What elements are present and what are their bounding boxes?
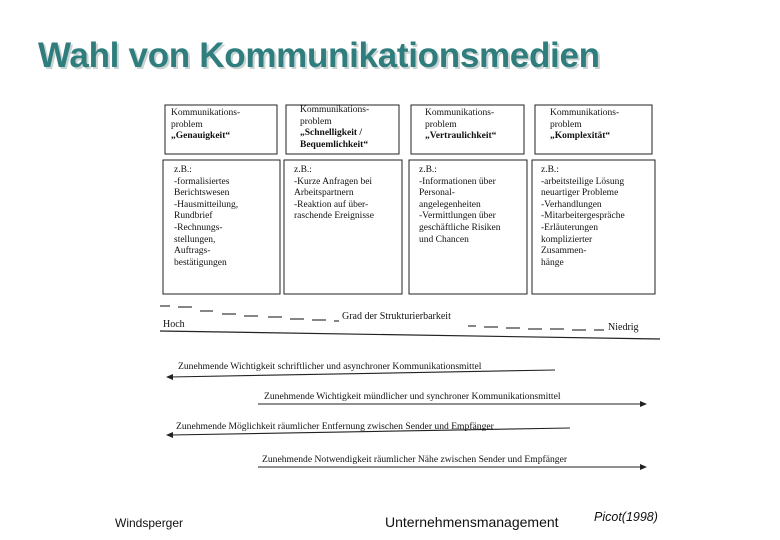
scale-low-label: Niedrig — [608, 322, 639, 333]
trend-text-3: Zunehmende Möglichkeit räumlicher Entfernung zwischen Sender und Empfänger — [176, 421, 494, 432]
problem-examples-4: z.B.: -arbeitsteilige Lösung neuartiger Probleme -Verhandlungen -Mitarbeitergespräche -Erläuterungen komplizierter Zusammen- hänge — [541, 165, 625, 268]
trend-arrowhead-1 — [166, 374, 173, 380]
footer-course: Unternehmensmanagement — [385, 514, 559, 530]
trend-text-1: Zunehmende Wichtigkeit schriftlicher und asynchroner Kommunikationsmittel — [178, 361, 482, 372]
trend-arrowhead-2 — [640, 401, 647, 407]
problem-keyword-1: „Genauigkeit“ — [171, 131, 231, 141]
problem-keyword-4: „Komplexität“ — [550, 131, 611, 141]
scale-label: Grad der Strukturierbarkeit — [342, 311, 451, 322]
problem-header-3: Kommunikations- problem „Vertraulichkeit“ — [425, 108, 497, 141]
footer-source: Picot(1998) — [594, 510, 658, 524]
trend-arrowhead-3 — [166, 432, 173, 438]
problem-header-4: Kommunikations- problem „Komplexität“ — [550, 108, 620, 141]
scale-high-label: Hoch — [163, 319, 185, 330]
problem-header-1: Kommunikations- problem „Genauigkeit“ — [171, 108, 241, 141]
trend-text-4: Zunehmende Notwendigkeit räumlicher Nähe zwischen Sender und Empfänger — [262, 454, 568, 465]
footer-author: Windsperger — [115, 516, 184, 530]
problem-header-2: Kommunikations- problem „Schnelligkeit / Bequemlichkeit“ — [300, 105, 370, 150]
problem-examples-3: z.B.: -Informationen über Personal- angelegenheiten -Vermittlungen über geschäftliche Risiken und Chancen — [419, 165, 501, 245]
trend-text-2: Zunehmende Wichtigkeit mündlicher und synchroner Kommunikationsmittel — [264, 391, 561, 402]
problem-keyword-2: „Schnelligkeit / Bequemlichkeit“ — [300, 128, 369, 150]
slide-title: Wahl von Kommunikationsmedien — [38, 36, 600, 75]
trend-arrowhead-4 — [640, 464, 647, 470]
scale-baseline — [160, 331, 660, 339]
problem-examples-2: z.B.: -Kurze Anfragen bei Arbeitspartnern -Reaktion auf über- raschende Ereignisse — [294, 165, 374, 222]
problem-examples-1: z.B.: -formalisiertes Berichtswesen -Hausmitteilung, Rundbrief -Rechnungs- stellungen, Auftrags- bestätigungen — [174, 165, 239, 268]
problem-keyword-3: „Vertraulichkeit“ — [425, 131, 497, 141]
